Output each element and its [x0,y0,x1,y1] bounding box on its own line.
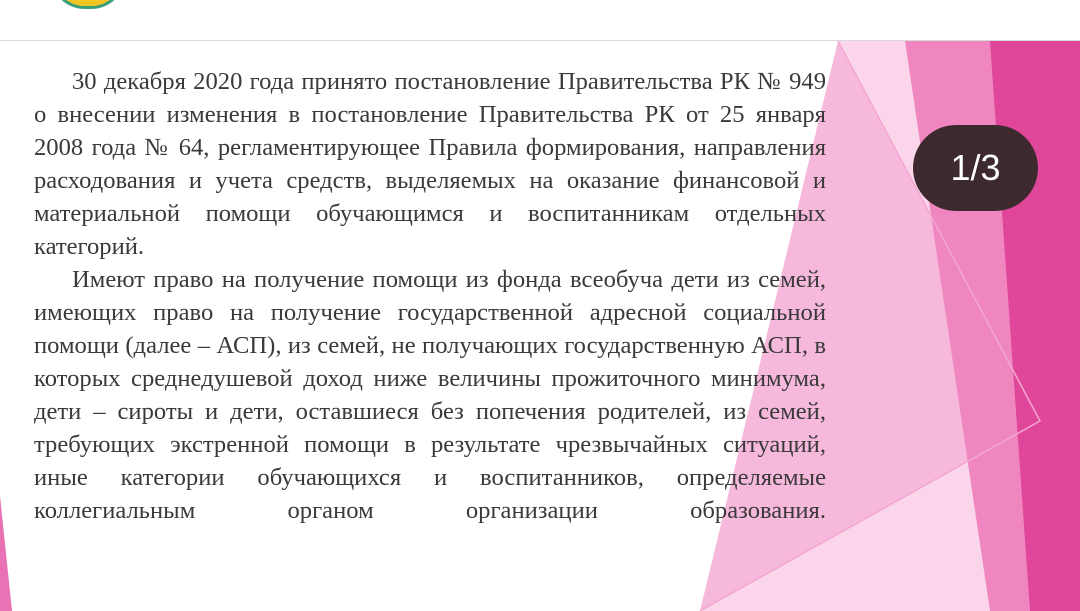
paragraph-2: Имеют право на получение помощи из фонда всеобуча дети из семей, имеющих право на получение государственной адресной социальной помощи (далее – АСП), из семей, не получающих государственную АСП, в которых среднедушевой доход ниже величины прожиточного минимума, дети – сироты и дети, оставшиеся без попечения родителей, из семей, требующих экстренной помощи в результате чрезвычайных ситуаций, иные категории обучающихся и воспитанников, определяемые коллегиальным органом организации образования. [34,266,826,524]
top-bar [0,0,1080,41]
deco-shape-left [0,496,12,611]
page-counter-badge: 1/3 [913,125,1038,211]
slide-text [34,65,826,527]
paragraph-1: 30 декабря 2020 года принято постановление Правительства РК № 949 о внесении изменения в постановление Правительства РК от 25 января 2008 года № 64, регламентирующее Правила формирования, направления расходования и учета средств, выделяемых на оказание финансовой и материальной помощи обучающимся и воспитанникам отдельных категорий. [34,68,826,260]
logo-icon [50,0,126,9]
slide [0,41,1080,611]
